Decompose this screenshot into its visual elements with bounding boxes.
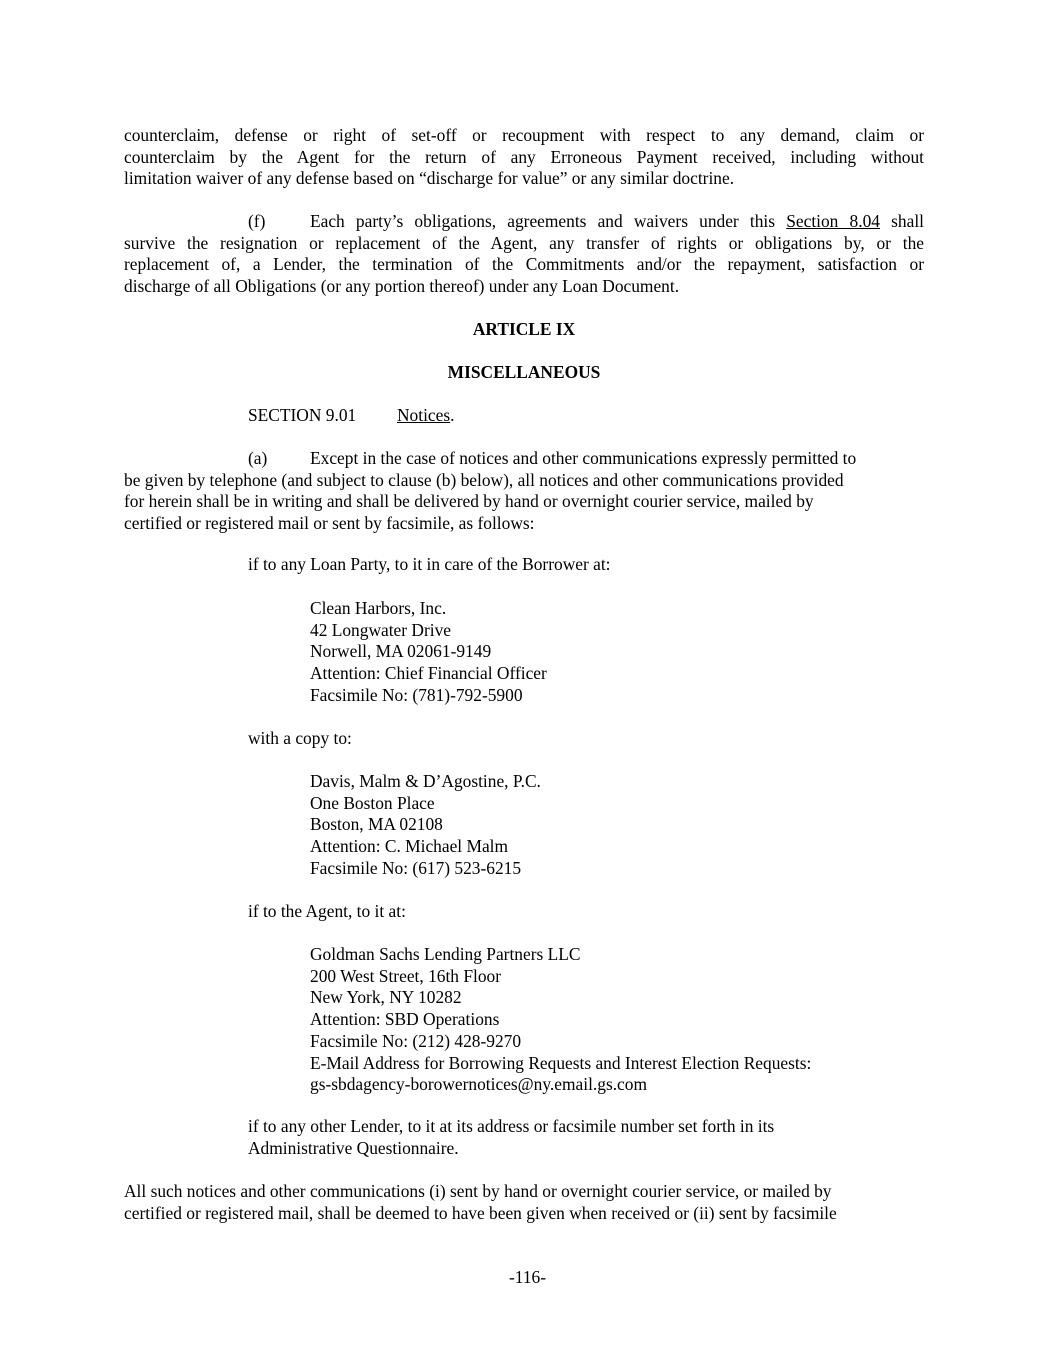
text-line: be given by telephone (and subject to clause (b) below), all notices and other communications provided xyxy=(124,469,844,490)
agent-intro: if to the Agent, to it at: xyxy=(248,901,406,921)
paragraph-f xyxy=(124,211,924,298)
text-run: Except in the case of notices and other communications expressly permitted to xyxy=(310,448,857,468)
article-title: MISCELLANEOUS xyxy=(447,362,601,382)
text-line: certified or registered mail or sent by facsimile, as follows: xyxy=(124,513,535,534)
text-run: Each party’s obligations, agreements and waivers under this xyxy=(310,211,787,231)
address-line: Facsimile No: (212) 428-9270 xyxy=(310,1030,522,1051)
address-line: Attention: SBD Operations xyxy=(310,1009,500,1030)
text-line: All such notices and other communications (i) sent by hand or overnight courier service, or mailed by xyxy=(124,1181,832,1201)
address-line: 200 West Street, 16th Floor xyxy=(310,965,502,986)
text-line: survive the resignation or replacement of the Agent, any transfer of rights or obligations by, or the xyxy=(124,232,924,253)
address-line: Attention: Chief Financial Officer xyxy=(310,663,547,684)
page-number: -116- xyxy=(508,1267,547,1287)
email-address: gs-sbdagency-borowernotices@ny.email.gs.com xyxy=(310,1074,648,1095)
section-heading xyxy=(248,405,454,427)
text-line: if to any other Lender, to it at its address or facsimile number set forth in its xyxy=(248,1116,775,1136)
text-line: counterclaim by the Agent for the return of any Erroneous Payment received, including without xyxy=(124,146,924,167)
clause-label: (f) xyxy=(248,211,266,231)
address-line: Facsimile No: (617) 523-6215 xyxy=(310,857,522,878)
address-line: E-Mail Address for Borrowing Requests and Interest Election Requests: xyxy=(310,1052,812,1073)
text-line: certified or registered mail, shall be deemed to have been given when received or (ii) sent by facsimile xyxy=(124,1202,837,1223)
address-line: Goldman Sachs Lending Partners LLC xyxy=(310,944,581,964)
address-line: Facsimile No: (781)-792-5900 xyxy=(310,684,523,705)
section-reference-link[interactable]: Section 8.04 xyxy=(786,211,880,231)
address-line: Clean Harbors, Inc. xyxy=(310,598,447,618)
paragraph-a xyxy=(124,448,924,535)
text-line: for herein shall be in writing and shall be delivered by hand or overnight courier service, mailed by xyxy=(124,491,814,512)
text-line: Administrative Questionnaire. xyxy=(248,1137,459,1158)
address-line: One Boston Place xyxy=(310,792,435,813)
paragraph-continuation xyxy=(124,125,924,190)
copy-intro: with a copy to: xyxy=(248,728,352,748)
address-line: New York, NY 10282 xyxy=(310,987,462,1008)
text-line: discharge of all Obligations (or any portion thereof) under any Loan Document. xyxy=(124,276,680,297)
address-line: Norwell, MA 02061-9149 xyxy=(310,641,492,662)
section-title: Notices xyxy=(397,405,451,425)
borrower-address xyxy=(310,598,547,707)
agent-address xyxy=(310,944,811,1096)
copy-address xyxy=(310,771,541,880)
address-line: Davis, Malm & D’Agostine, P.C. xyxy=(310,771,541,791)
address-line: 42 Longwater Drive xyxy=(310,619,452,640)
other-lender xyxy=(248,1116,774,1159)
address-line: Boston, MA 02108 xyxy=(310,814,443,835)
section-suffix: . xyxy=(450,405,455,425)
article-number: ARTICLE IX xyxy=(472,319,576,339)
closing-paragraph xyxy=(124,1181,924,1224)
address-line: Attention: C. Michael Malm xyxy=(310,836,509,857)
section-number: SECTION 9.01 xyxy=(248,405,357,425)
text-line: replacement of, a Lender, the termination of the Commitments and/or the repayment, satisfaction or xyxy=(124,254,924,275)
text-line: counterclaim, defense or right of set-off or recoupment with respect to any demand, claim or xyxy=(124,125,924,145)
text-line xyxy=(124,211,924,233)
text-run: shall xyxy=(879,211,925,231)
clause-label: (a) xyxy=(248,448,268,468)
text-line xyxy=(124,448,924,470)
loan-party-intro: if to any Loan Party, to it in care of the Borrower at: xyxy=(248,554,611,574)
text-line: limitation waiver of any defense based on “discharge for value” or any similar doctrine. xyxy=(124,168,735,189)
